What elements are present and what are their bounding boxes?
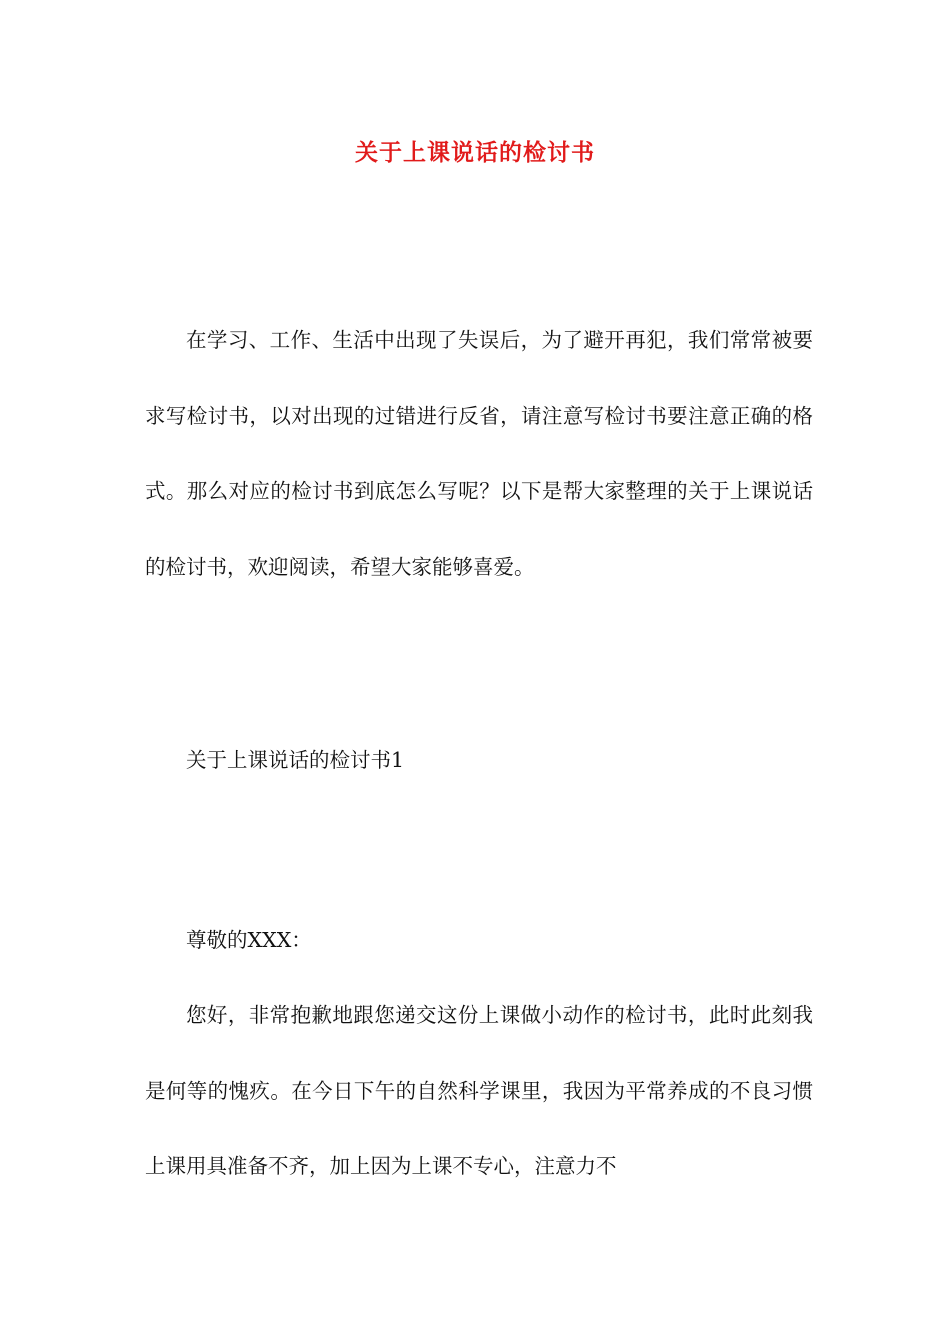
body-paragraph: 您好，非常抱歉地跟您递交这份上课做小动作的检讨书，此时此刻我是何等的愧疚。在今日下午的自然科学课里，我因为平常养成的不良习惯上课用具准备不齐，加上因为上课不专心，注意力不 bbox=[145, 1003, 813, 1178]
document-title: 关于上课说话的检讨书 bbox=[355, 139, 595, 166]
intro-paragraph: 在学习、工作、生活中出现了失误后，为了避开再犯，我们常常被要求写检讨书，以对出现的过错进行反省，请注意写检讨书要注意正确的格式。那么对应的检讨书到底怎么写呢？以下是帮大家整理的关于上课说话的检讨书，欢迎阅读，希望大家能够喜爱。 bbox=[145, 328, 813, 579]
section-heading: 关于上课说话的检讨书1 bbox=[186, 748, 405, 772]
salutation: 尊敬的XXX： bbox=[186, 928, 312, 952]
